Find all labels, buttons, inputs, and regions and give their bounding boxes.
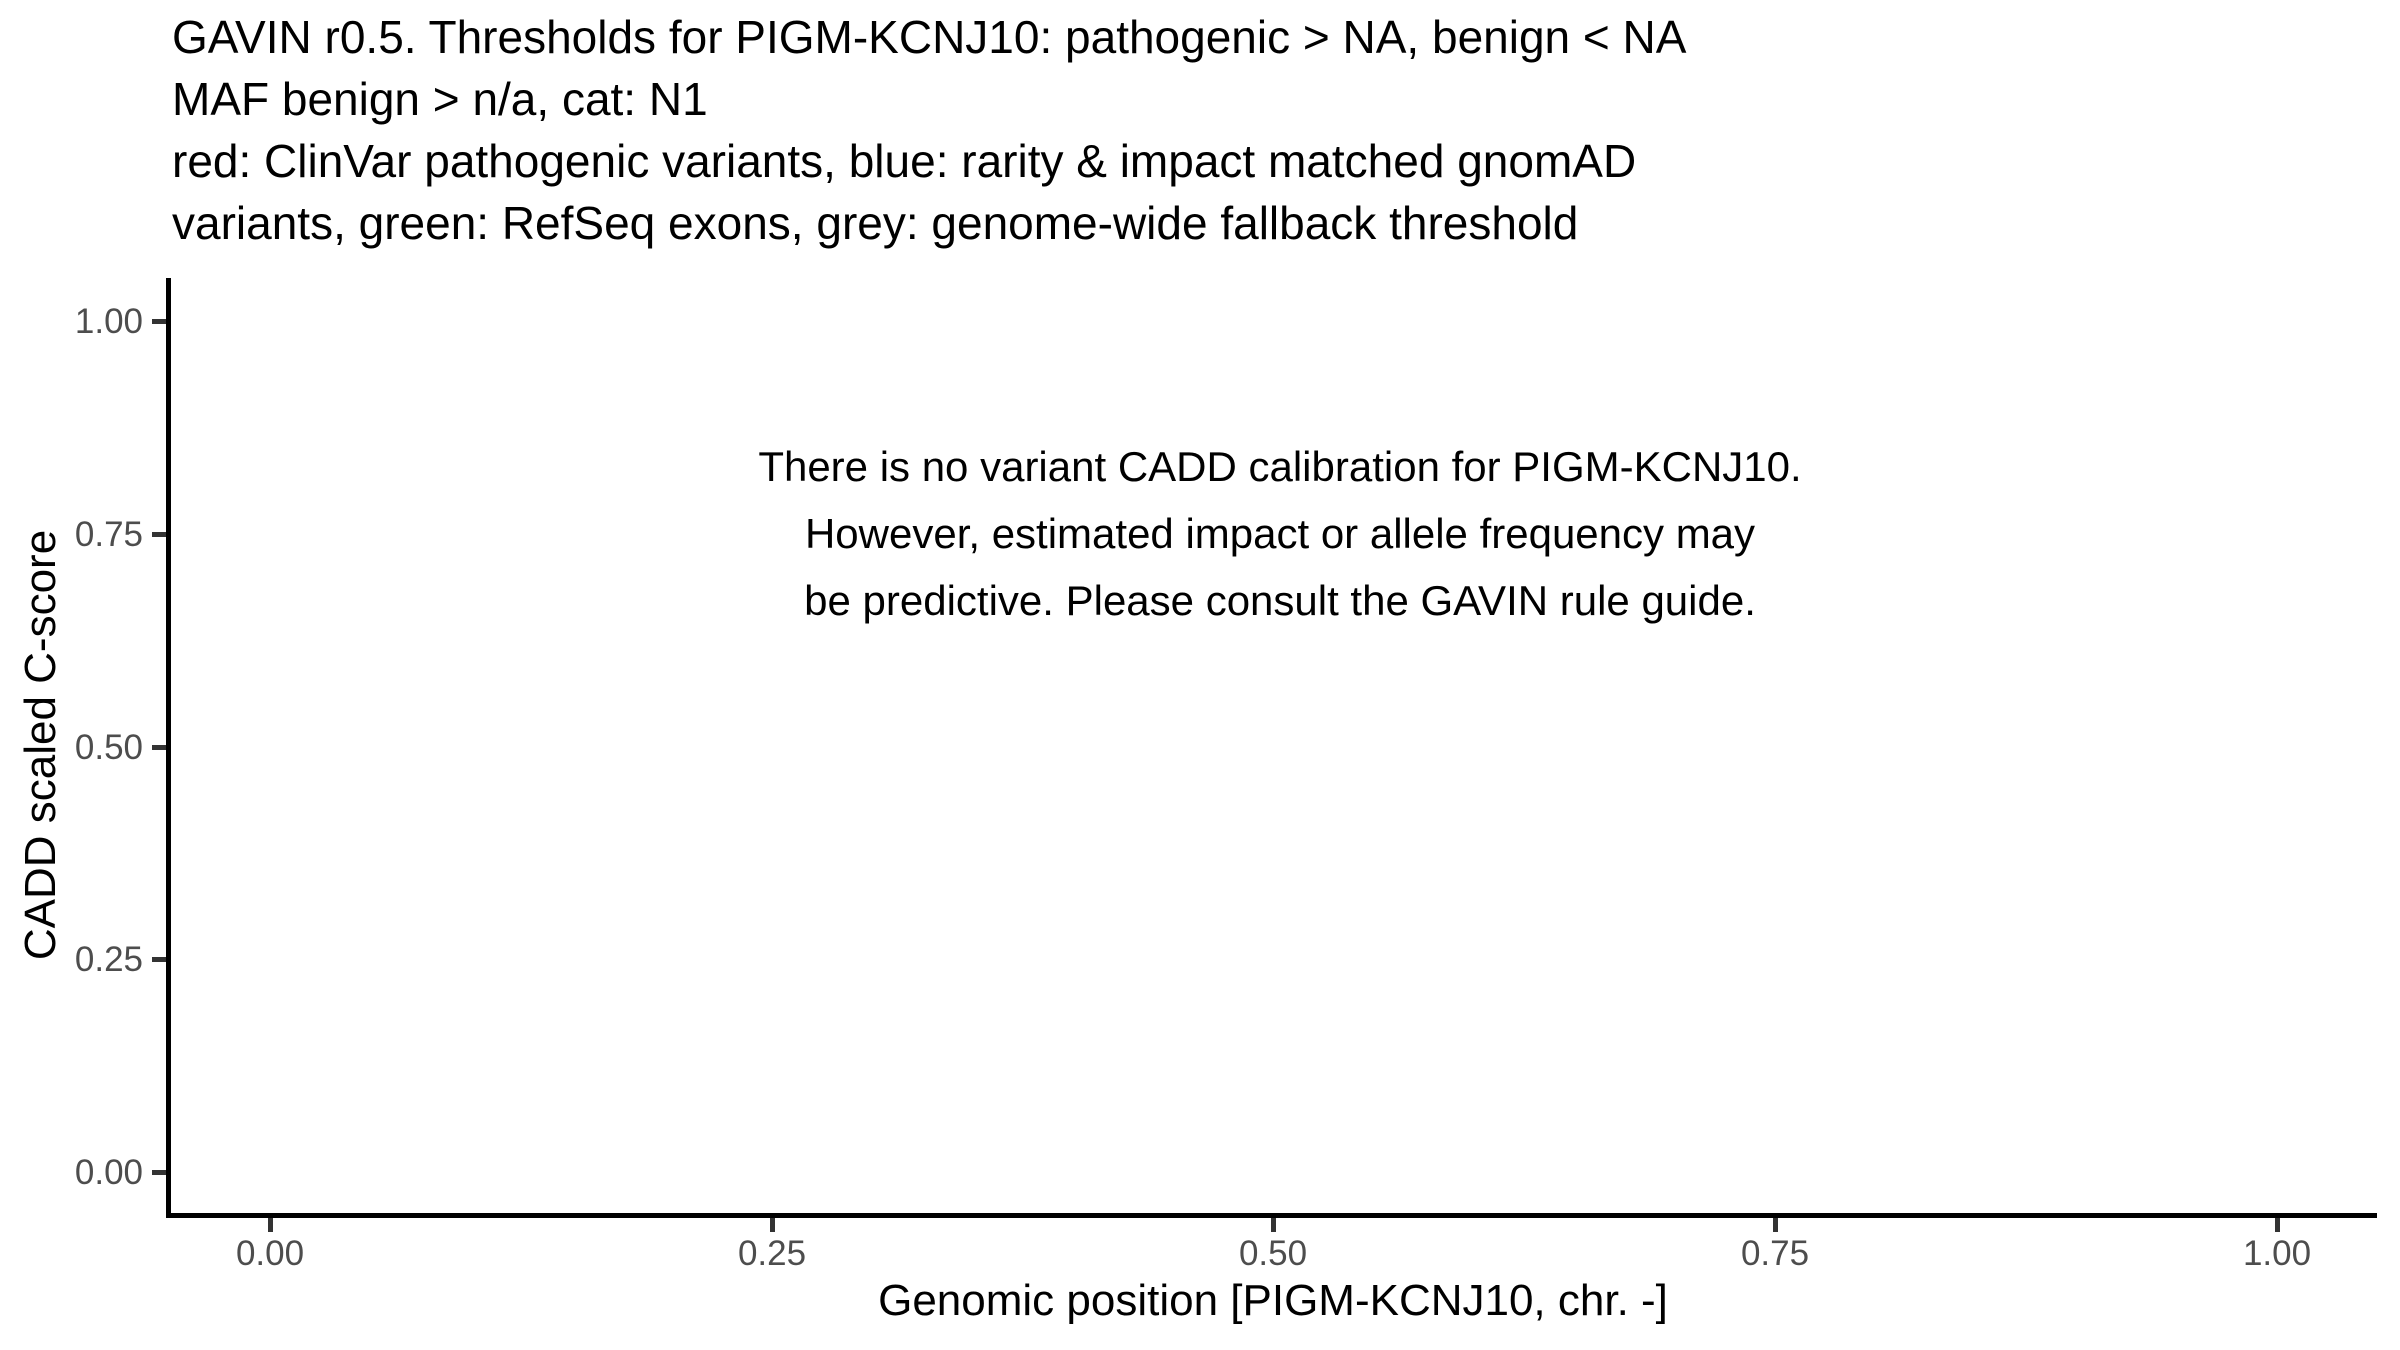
y-axis-tick-label: 0.50	[74, 728, 143, 767]
no-calibration-annotation	[480, 433, 2080, 634]
plot-panel	[171, 278, 2377, 1213]
x-axis-tick	[1271, 1218, 1276, 1232]
y-axis-line	[166, 278, 171, 1218]
annotation-line: However, estimated impact or allele frequency may	[804, 510, 1756, 557]
x-axis-tick	[1773, 1218, 1778, 1232]
annotation-line: There is no variant CADD calibration for PIGM-KCNJ10.	[758, 443, 1802, 490]
x-axis-tick-label: 0.75	[1740, 1234, 1810, 1273]
y-axis-tick-label: 1.00	[74, 302, 143, 341]
x-axis-tick	[268, 1218, 273, 1232]
x-axis-tick	[2275, 1218, 2280, 1232]
y-axis-title: CADD scaled C-score	[16, 529, 65, 961]
y-axis-tick	[152, 319, 166, 324]
plot-title-line: variants, green: RefSeq exons, grey: genome-wide fallback threshold	[172, 197, 1579, 249]
plot-title	[172, 6, 1686, 254]
x-axis-tick-label: 0.25	[737, 1234, 807, 1273]
x-axis-title: Genomic position [PIGM-KCNJ10, chr. -]	[878, 1276, 1668, 1325]
x-axis-tick-label: 0.50	[1238, 1234, 1308, 1273]
y-axis-tick	[152, 1170, 166, 1175]
x-axis-tick	[770, 1218, 775, 1232]
y-axis-tick-label: 0.25	[74, 940, 143, 979]
x-axis-tick-label: 0.00	[235, 1234, 305, 1273]
plot-title-line: GAVIN r0.5. Thresholds for PIGM-KCNJ10: pathogenic > NA, benign < NA	[172, 11, 1687, 63]
y-axis-tick	[152, 532, 166, 537]
y-axis-tick	[152, 745, 166, 750]
plot-title-line: MAF benign > n/a, cat: N1	[172, 73, 708, 125]
y-axis-tick-label: 0.75	[74, 515, 143, 554]
y-axis-tick	[152, 957, 166, 962]
y-axis-tick-label: 0.00	[74, 1153, 143, 1192]
annotation-line: be predictive. Please consult the GAVIN rule guide.	[804, 577, 1756, 624]
plot-title-line: red: ClinVar pathogenic variants, blue: rarity & impact matched gnomAD	[172, 135, 1637, 187]
x-axis-tick-label: 1.00	[2242, 1234, 2312, 1273]
